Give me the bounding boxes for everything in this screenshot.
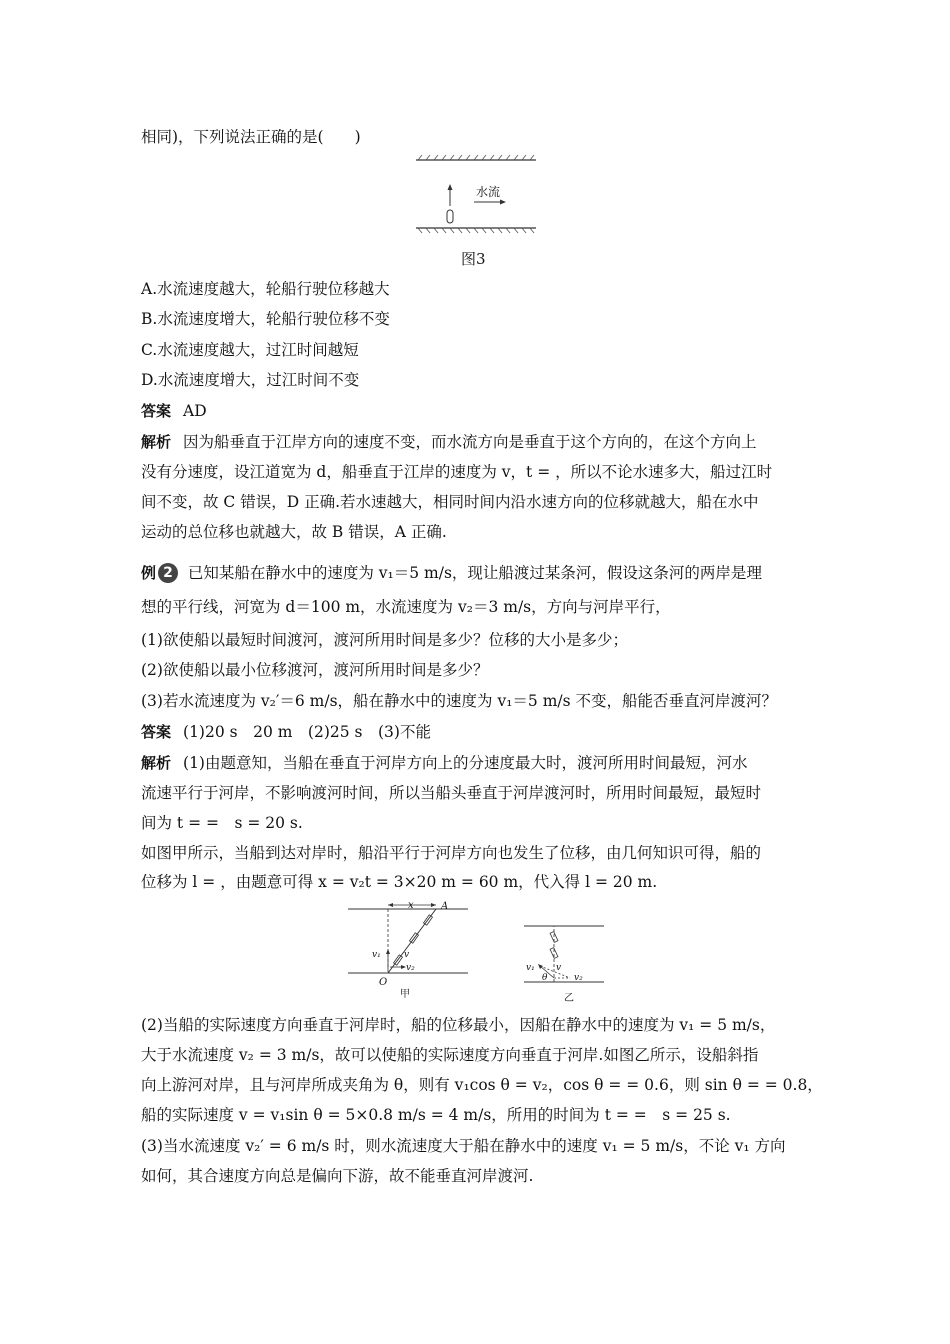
analysis-2-line-1: 解析 (1)由题意知，当船在垂直于河岸方向上的分速度最大时，渡河所用时间最短，河水 — [141, 754, 748, 772]
svg-text:θ: θ — [542, 973, 548, 983]
question-1: (1)欲使船以最短时间渡河，渡河所用时间是多少？位移的大小是多少； — [141, 631, 628, 649]
analysis-1-line-4: 运动的总位移也就越大，故 B 错误，A 正确. — [141, 523, 447, 541]
example-2-line-2: 想的平行线，河宽为 d＝100 m，水流速度为 v₂＝3 m/s，方向与河岸平行， — [141, 598, 671, 616]
option-a: A.水流速度越大，轮船行驶位移越大 — [141, 280, 390, 298]
analysis-2-line-10: (3)当水流速度 v₂′ = 6 m/s 时，则水流速度大于船在静水中的速度 v₁ = 5 m/s，不论 v₁ 方向 — [141, 1137, 786, 1155]
question-2: (2)欲使船以最小位移渡河，渡河所用时间是多少？ — [141, 661, 489, 679]
svg-text:O: O — [379, 977, 388, 988]
analysis-label: 解析 — [141, 433, 172, 451]
figure-3-river-diagram — [414, 154, 538, 236]
analysis-2-line-3: 间为 t = = s = 20 s. — [141, 814, 303, 832]
analysis-2-line-9: 船的实际速度 v = v₁sin θ = 5×0.8 m/s = 4 m/s，所用的时间为 t = = s = 25 s. — [141, 1106, 731, 1124]
option-b: B.水流速度增大，轮船行驶位移不变 — [141, 310, 390, 328]
analysis-2-label: 解析 — [141, 754, 172, 772]
analysis-2-line-2: 流速平行于河岸，不影响渡河时间，所以当船头垂直于河岸渡河时，所用时间最短，最短时 — [141, 784, 762, 802]
question-3: (3)若水流速度为 v₂′＝6 m/s，船在静水中的速度为 v₁＝5 m/s 不变，船能否垂直河岸渡河？ — [141, 692, 778, 710]
figure-3-caption: 图3 — [461, 250, 486, 268]
figure-jia-diagram — [348, 897, 470, 1001]
answer-value: AD — [183, 402, 207, 420]
answer-label: 答案 — [141, 402, 172, 420]
analysis-1-line-1: 解析 因为船垂直于江岸方向的速度不变，而水流方向是垂直于这个方向的，在这个方向上 — [141, 433, 757, 451]
option-c: C.水流速度越大，过江时间越短 — [141, 341, 359, 359]
svg-text:x: x — [408, 900, 414, 911]
option-d: D.水流速度增大，过江时间不变 — [141, 371, 360, 389]
boat-shape — [447, 210, 453, 223]
analysis-1-line-3: 间不变，故 C 错误，D 正确.若水速越大，相同时间内沿水速方向的位移就越大，船在水中 — [141, 493, 759, 511]
water-flow-label: 水流 — [476, 185, 501, 199]
svg-text:v₁: v₁ — [372, 950, 381, 960]
analysis-2-line-4: 如图甲所示，当船到达对岸时，船沿平行于河岸方向也发生了位移，由几何知识可得，船的 — [141, 844, 762, 862]
analysis-2-line-11: 如何，其合速度方向总是偏向下游，故不能垂直河岸渡河. — [141, 1167, 534, 1185]
question-intro: 相同)，下列说法正确的是( ) — [141, 128, 361, 146]
svg-text:乙: 乙 — [564, 993, 574, 1004]
analysis-2-line-7: 大于水流速度 v₂ = 3 m/s，故可以使船的实际速度方向垂直于河岸.如图乙所示，设船斜指 — [141, 1046, 759, 1064]
svg-text:v₁: v₁ — [526, 963, 535, 973]
answer-2-value: (1)20 s 20 m (2)25 s (3)不能 — [183, 723, 431, 741]
figure-yi-diagram — [524, 922, 606, 1006]
svg-text:v: v — [556, 963, 562, 973]
svg-text:甲: 甲 — [400, 989, 410, 1000]
analysis-1-line-2: 没有分速度，设江道宽为 d，船垂直于江岸的速度为 v，t = ，所以不论水速多大，船过江时 — [141, 463, 773, 481]
svg-text:v₂: v₂ — [574, 973, 583, 983]
example-2-line-1: 例 2 已知某船在静水中的速度为 v₁＝5 m/s，现让船渡过某条河，假设这条河的两岸是理 — [141, 564, 762, 582]
analysis-2-line-5: 位移为 l = ，由题意可得 x = v₂t = 3×20 m = 60 m，代入得 l = 20 m. — [141, 873, 658, 891]
example-number-badge: 2 — [158, 563, 178, 583]
svg-text:v: v — [404, 950, 410, 960]
analysis-2-line-6: (2)当船的实际速度方向垂直于河岸时，船的位移最小，因船在静水中的速度为 v₁ = 5 m/s， — [141, 1016, 776, 1034]
answer-1 — [141, 401, 207, 421]
svg-text:A: A — [441, 901, 449, 912]
analysis-2-line-8: 向上游河对岸，且与河岸所成夹角为 θ，则有 v₁cos θ = v₂，cos θ = = 0.6，则 sin θ = = 0.8， — [141, 1076, 823, 1094]
svg-text:v₂: v₂ — [406, 963, 415, 973]
answer-2 — [141, 722, 431, 742]
example-label: 例 — [141, 564, 157, 582]
answer-2-label: 答案 — [141, 723, 172, 741]
